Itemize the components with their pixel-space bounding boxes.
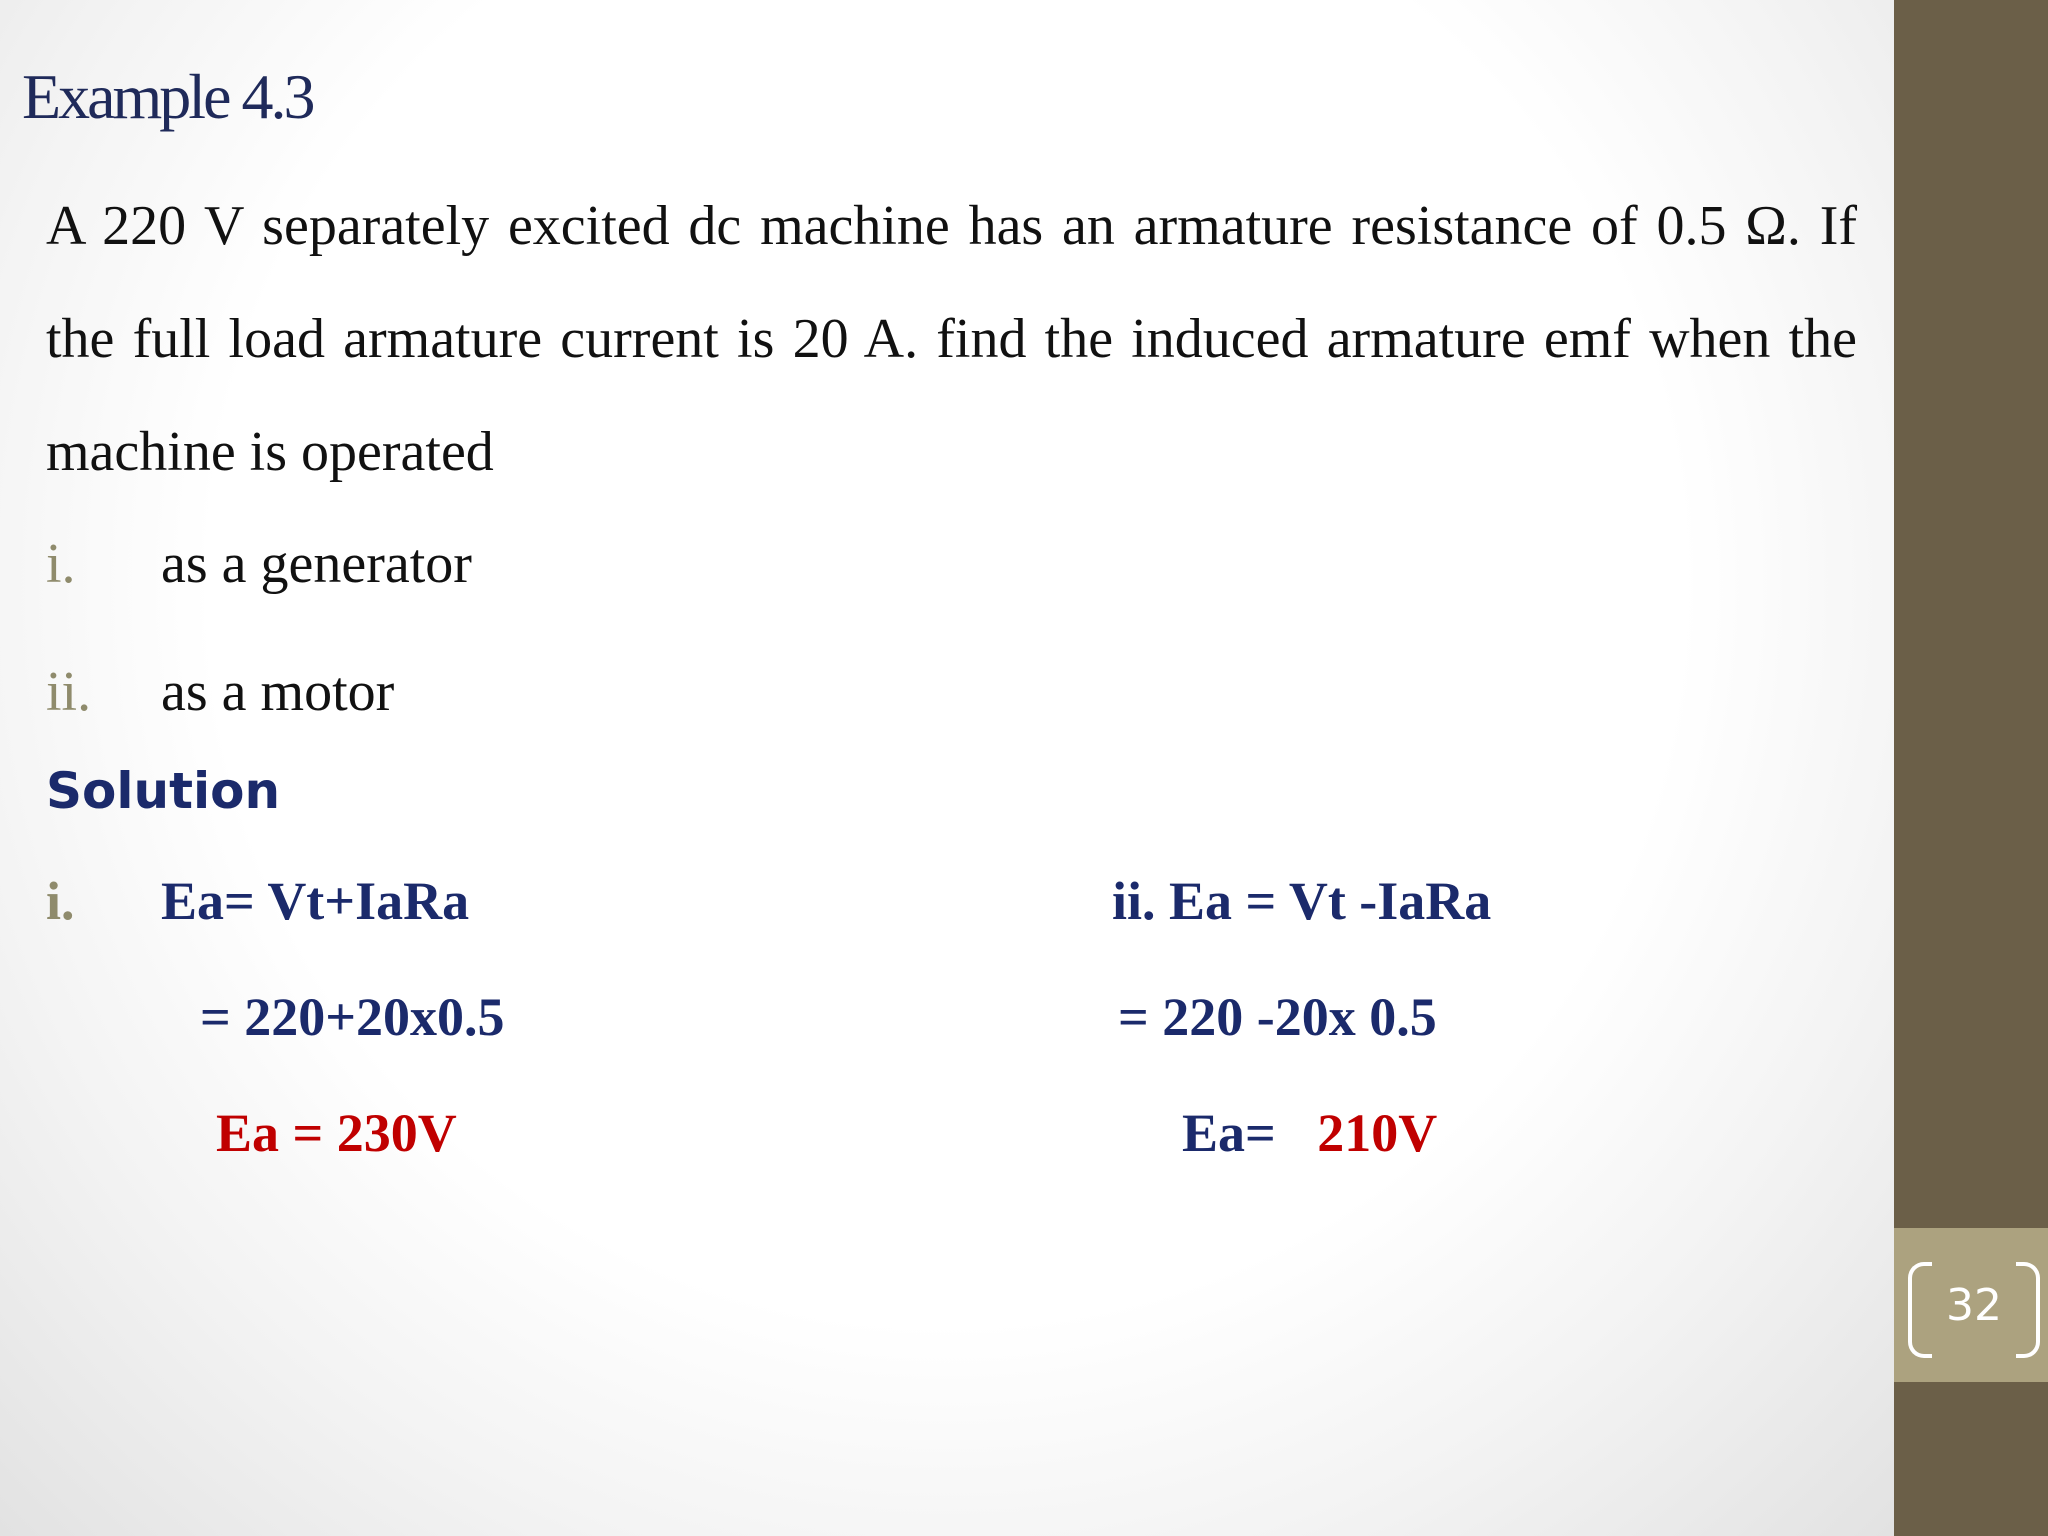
slide-title: Example 4.3 [22,61,313,132]
solution-left-result: Ea = 230V [216,1103,457,1163]
bracket-right-icon [2016,1262,2040,1358]
solution-right-result [1182,1102,1437,1164]
page-number-box [1894,1228,2048,1382]
list-item-number: ii. [46,661,92,723]
solution-left-formula: Ea= Vt+IaRa [161,871,470,931]
page-number: 32 [1946,1280,2002,1331]
solution-right-result-label: Ea= [1182,1103,1276,1163]
list-item-number: i. [46,533,76,595]
list-item-text: as a generator [161,533,472,595]
solution-right-formula: ii. Ea = Vt -IaRa [1112,871,1492,931]
solution-right-substitution: = 220 -20x 0.5 [1118,987,1437,1047]
list-item-text: as a motor [161,661,395,723]
solution-right-result-value: 210V [1317,1103,1438,1163]
problem-statement: A 220 V separately excited dc machine has an armature resistance of 0.5 Ω. If the full load armature current is 20 A. find the induced armature emf when the machine is operated [46,195,1857,483]
solution-left-substitution: = 220+20x0.5 [200,987,505,1047]
sidebar-band [1894,0,2048,1536]
solution-left-number: i. [46,871,75,931]
solution-heading: Solution [46,762,281,820]
